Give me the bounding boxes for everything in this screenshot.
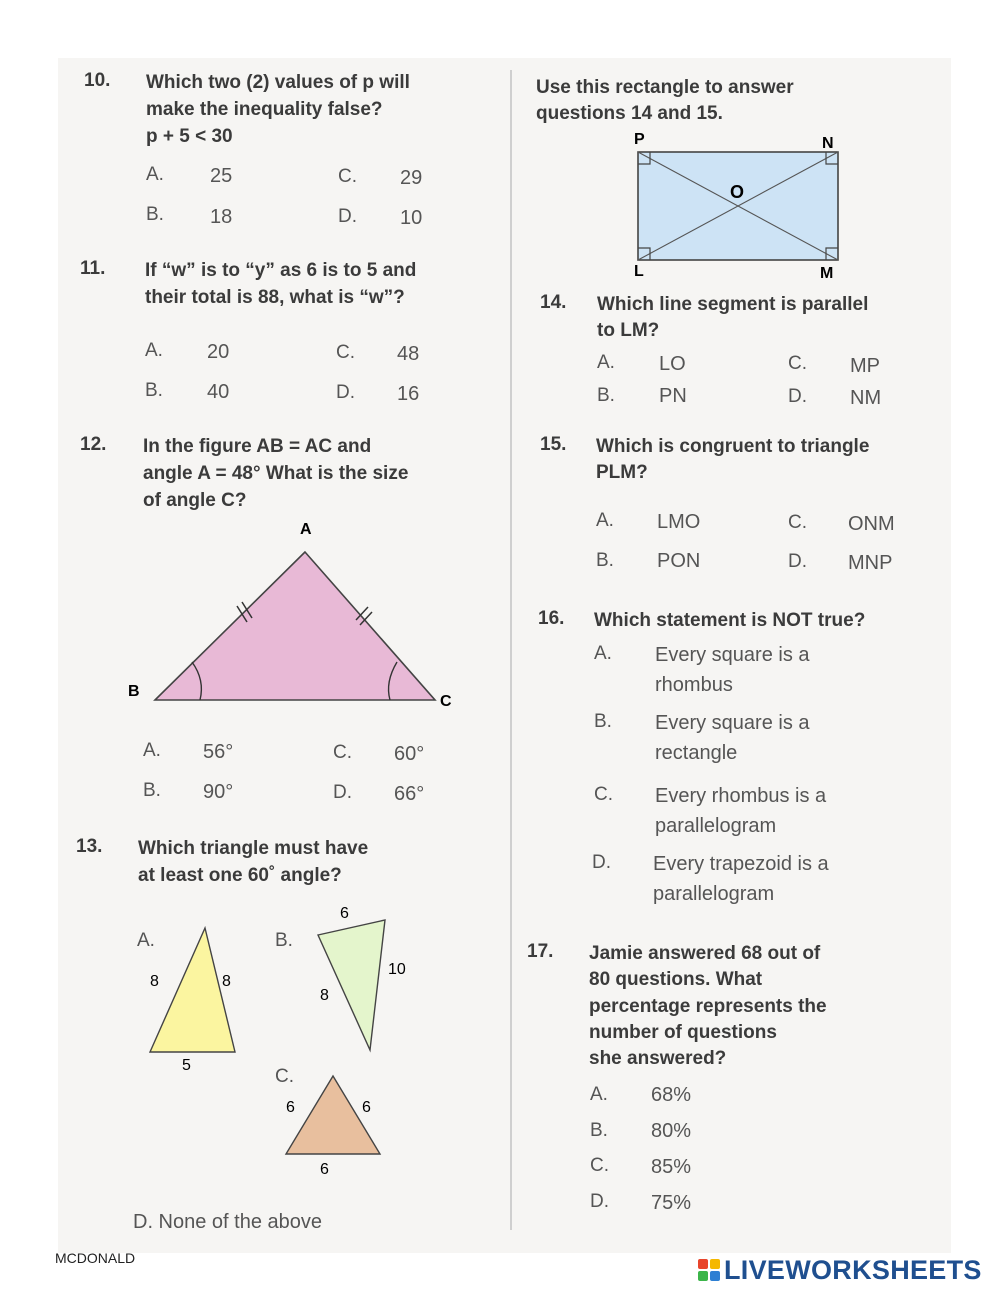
question-line: Which two (2) values of p will — [146, 72, 410, 93]
option-value[interactable]: MP — [850, 355, 880, 377]
option-value[interactable]: NM — [850, 387, 882, 409]
question-line: at least one 60˚ angle? — [138, 865, 342, 886]
question-line: Which is congruent to triangle — [596, 436, 870, 457]
option-label: B. — [596, 550, 614, 571]
question-line: 80 questions. What — [589, 969, 763, 990]
option-label: C. — [590, 1155, 609, 1176]
triangle-a — [150, 928, 235, 1052]
logo-square — [710, 1259, 720, 1269]
question-line: Which triangle must have — [138, 838, 369, 859]
option-label: A. — [597, 352, 615, 373]
center-label-o: O — [730, 182, 745, 202]
question-line: she answered? — [589, 1048, 727, 1069]
triangle-b — [318, 920, 385, 1050]
vertex-label-c: C — [440, 693, 452, 710]
option-value[interactable]: 75% — [651, 1192, 692, 1214]
question-line: In the figure AB = AC and — [143, 436, 372, 457]
question-number: 15. — [540, 434, 567, 455]
question-number: 14. — [540, 292, 567, 313]
question-line: p + 5 < 30 — [146, 126, 233, 147]
intro-line: Use this rectangle to answer — [536, 77, 794, 98]
side-label: 6 — [340, 905, 349, 922]
question-number: 10. — [84, 70, 111, 91]
column-divider — [510, 70, 512, 1230]
side-label: 5 — [182, 1057, 191, 1074]
question-line: Which statement is NOT true? — [594, 610, 866, 631]
triangle-abc — [155, 552, 435, 700]
side-label: 6 — [362, 1099, 371, 1116]
question-line: to LM? — [597, 320, 660, 341]
question-line: their total is 88, what is “w”? — [145, 287, 405, 308]
logo-square — [698, 1259, 708, 1269]
option-label: A. — [590, 1084, 608, 1105]
option-label: D. — [338, 206, 357, 227]
option-line: parallelogram — [655, 815, 777, 837]
question-line: If “w” is to “y” as 6 is to 5 and — [145, 260, 417, 281]
option-label[interactable]: A. — [137, 930, 155, 951]
question-line: angle A = 48° What is the size — [143, 463, 409, 484]
option-label: B. — [145, 380, 163, 401]
vertex-label-b: B — [128, 683, 140, 700]
option-value[interactable]: 56° — [203, 741, 234, 763]
option-label: C. — [338, 166, 357, 187]
vertex-label-n: N — [822, 135, 834, 152]
option-label: B. — [597, 385, 615, 406]
side-label: 6 — [320, 1161, 329, 1178]
option-value[interactable]: PN — [659, 385, 687, 407]
option-line: Every square is a — [655, 712, 810, 734]
option-value[interactable]: 40 — [207, 381, 230, 403]
option-value[interactable] — [655, 640, 810, 700]
question-line: Jamie answered 68 out of — [589, 943, 821, 964]
side-label: 8 — [150, 973, 159, 990]
isosceles-triangle-figure — [120, 510, 460, 710]
option-value[interactable]: 68% — [651, 1084, 692, 1106]
side-label: 8 — [222, 973, 231, 990]
option-label: C. — [788, 353, 807, 374]
option-label: A. — [596, 510, 614, 531]
option-value[interactable]: 90° — [203, 781, 234, 803]
option-value[interactable]: PON — [657, 550, 701, 572]
question-number: 17. — [527, 941, 554, 962]
option-label: C. — [788, 512, 807, 533]
option-label: B. — [146, 204, 164, 225]
logo-square — [710, 1271, 720, 1281]
question-line: Which line segment is parallel — [597, 294, 869, 315]
option-value[interactable]: LO — [659, 353, 686, 375]
option-line: Every square is a — [655, 644, 810, 666]
option-value[interactable]: 18 — [210, 206, 233, 228]
option-label: A. — [145, 340, 163, 361]
triangle-c-figure — [270, 1070, 400, 1180]
question-line: number of questions — [589, 1022, 777, 1043]
question-line: percentage represents the — [589, 996, 827, 1017]
triangle-a-figure — [140, 920, 250, 1074]
option-value[interactable] — [655, 708, 810, 768]
intro-line: questions 14 and 15. — [536, 103, 723, 124]
option-d-none[interactable]: D. None of the above — [133, 1211, 323, 1233]
option-line: rectangle — [655, 742, 738, 764]
option-value[interactable]: 80% — [651, 1120, 692, 1142]
option-label: A. — [146, 164, 164, 185]
option-value[interactable]: MNP — [848, 552, 893, 574]
option-label: C. — [336, 342, 355, 363]
liveworksheets-logo[interactable] — [698, 1254, 982, 1286]
option-value[interactable] — [653, 849, 829, 909]
side-label: 6 — [286, 1099, 295, 1116]
option-value[interactable]: 10 — [400, 207, 423, 229]
option-label[interactable]: C. — [275, 1066, 294, 1087]
option-label: D. — [788, 386, 807, 407]
option-label: A. — [594, 643, 612, 664]
brand-name: LIVEWORKSHEETS — [724, 1254, 982, 1285]
author-name: MCDONALD — [55, 1250, 136, 1266]
option-value[interactable]: LMO — [657, 511, 701, 533]
question-line: PLM? — [596, 462, 648, 483]
question-number: 11. — [80, 258, 106, 279]
vertex-label-a: A — [300, 521, 312, 538]
triangle-b-figure — [310, 900, 420, 1060]
option-value[interactable]: 85% — [651, 1156, 692, 1178]
option-label[interactable]: B. — [275, 930, 293, 951]
liveworksheets-logo-icon — [698, 1259, 720, 1281]
vertex-label-l: L — [634, 263, 644, 280]
option-line: rhombus — [655, 674, 733, 696]
option-value[interactable]: 20 — [207, 341, 230, 363]
option-value[interactable]: 66° — [394, 783, 425, 805]
option-value[interactable]: 60° — [394, 743, 425, 765]
side-label: 8 — [320, 987, 329, 1004]
option-value[interactable]: 29 — [400, 167, 423, 189]
option-value[interactable]: ONM — [848, 513, 895, 535]
question-line: make the inequality false? — [146, 99, 383, 120]
option-value[interactable] — [655, 781, 826, 841]
option-value[interactable]: 16 — [397, 383, 420, 405]
question-line: of angle C? — [143, 490, 247, 511]
option-label: B. — [590, 1120, 608, 1141]
option-label: C. — [333, 742, 352, 763]
question-number: 16. — [538, 608, 565, 629]
option-label: D. — [590, 1191, 609, 1212]
option-label: B. — [594, 711, 612, 732]
option-label: A. — [143, 740, 161, 761]
option-line: Every trapezoid is a — [653, 853, 829, 875]
option-label: C. — [594, 784, 613, 805]
question-number: 12. — [80, 434, 107, 455]
option-line: Every rhombus is a — [655, 785, 827, 807]
question-number: 13. — [76, 836, 103, 857]
option-label: D. — [333, 782, 352, 803]
option-label: B. — [143, 780, 161, 801]
option-label: D. — [788, 551, 807, 572]
option-value[interactable]: 25 — [210, 165, 233, 187]
option-label: D. — [592, 852, 611, 873]
vertex-label-m: M — [820, 265, 834, 282]
rectangle-pnml-figure — [620, 128, 860, 283]
side-label: 10 — [388, 961, 406, 978]
logo-square — [698, 1271, 708, 1281]
vertex-label-p: P — [634, 131, 645, 148]
option-value[interactable]: 48 — [397, 343, 420, 365]
option-line: parallelogram — [653, 883, 775, 905]
option-label: D. — [336, 382, 355, 403]
